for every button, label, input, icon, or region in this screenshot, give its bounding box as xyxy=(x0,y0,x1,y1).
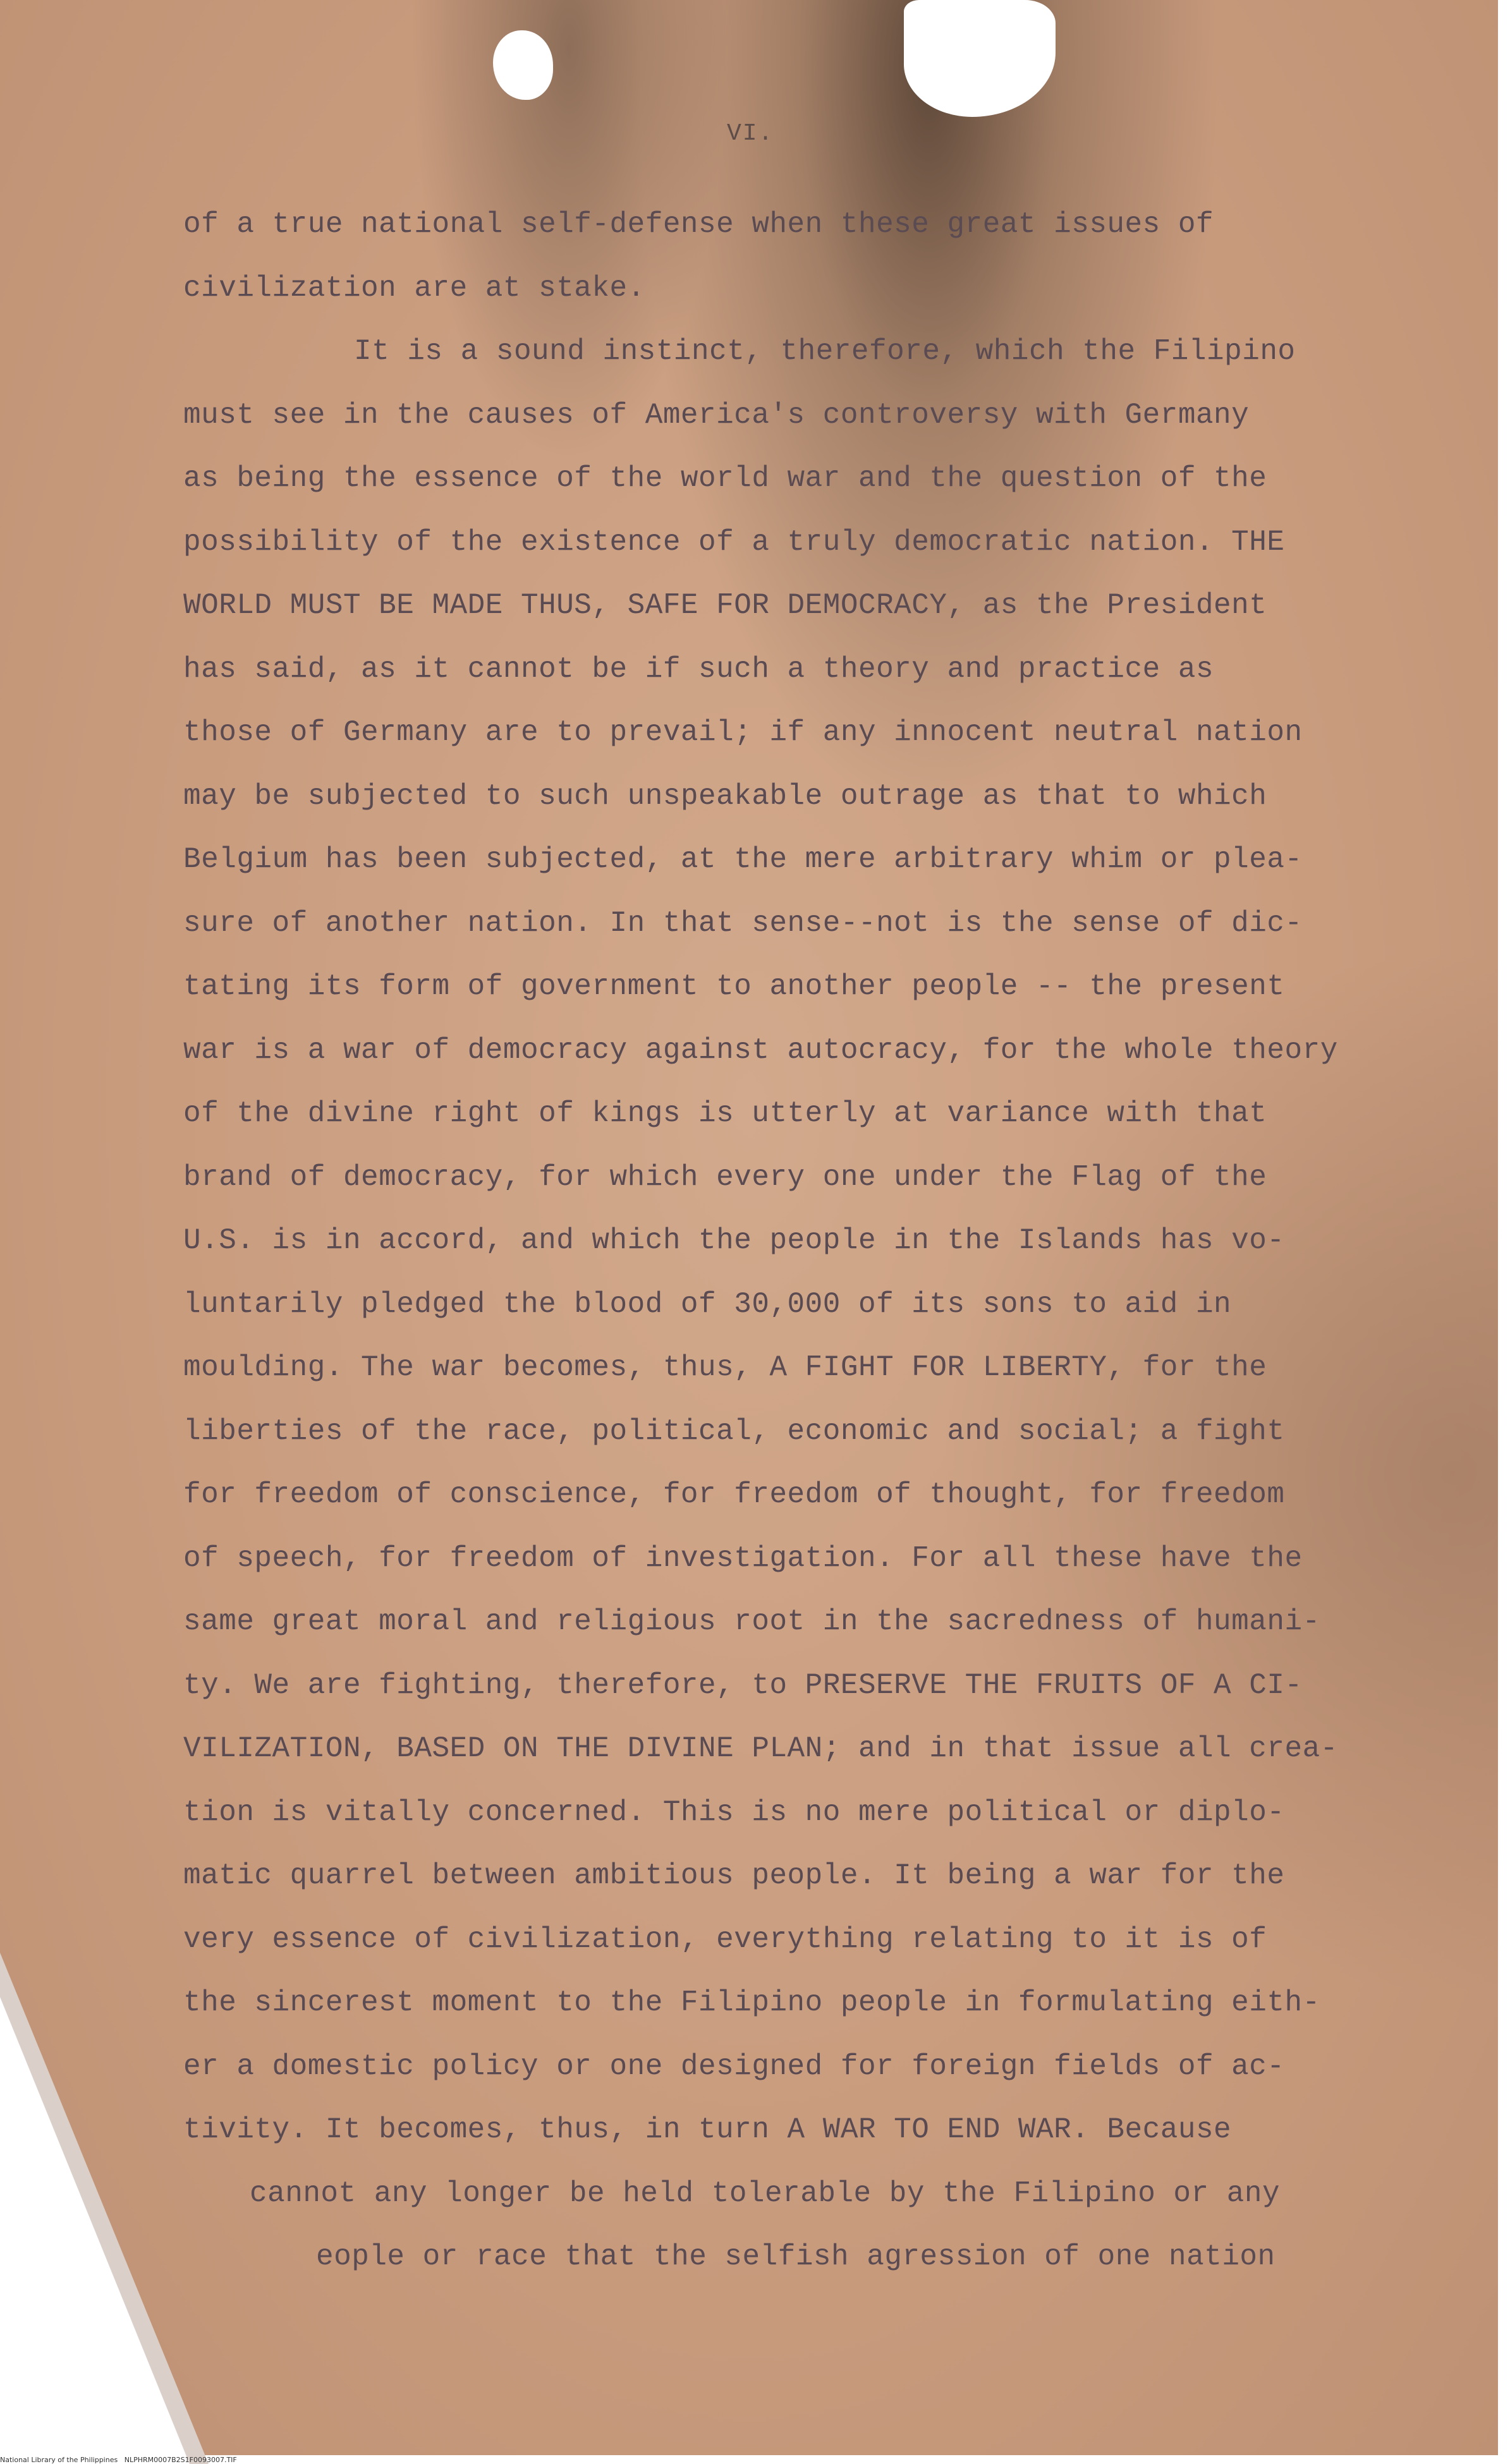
scan-footer xyxy=(0,2456,237,2464)
text-line: matic quarrel between ambitious people. It being a war for the xyxy=(183,1859,1285,1892)
text-line: eople or race that the selfish agression of one nation xyxy=(316,2240,1276,2273)
text-line: the sincerest moment to the Filipino people in formulating eith- xyxy=(183,1986,1320,2019)
text-line: of the divine right of kings is utterly at variance with that xyxy=(183,1097,1267,1130)
text-line: Belgium has been subjected, at the mere arbitrary whim or plea- xyxy=(183,843,1303,876)
text-line: tion is vitally concerned. This is no mere political or diplo- xyxy=(183,1795,1285,1829)
text-line: very essence of civilization, everything relating to it is of xyxy=(183,1922,1267,1956)
text-line: liberties of the race, political, economic and social; a fight xyxy=(183,1414,1285,1448)
text-line: It is a sound instinct, therefore, which the Filipino xyxy=(354,335,1296,368)
text-line: those of Germany are to prevail; if any innocent neutral nation xyxy=(183,716,1303,749)
text-line: luntarily pledged the blood of 30,000 of its sons to aid in xyxy=(183,1287,1232,1321)
text-line: sure of another nation. In that sense--not is the sense of dic- xyxy=(183,906,1303,940)
text-line: as being the essence of the world war and the question of the xyxy=(183,462,1267,495)
text-line: war is a war of democracy against autocracy, for the whole theory xyxy=(183,1033,1338,1067)
body-text xyxy=(183,193,1447,2289)
text-line: tating its form of government to another people -- the present xyxy=(183,970,1285,1003)
text-line: tivity. It becomes, thus, in turn A WAR TO END WAR. Because xyxy=(183,2113,1232,2146)
text-line: WORLD MUST BE MADE THUS, SAFE FOR DEMOCRACY, as the President xyxy=(183,589,1267,622)
text-line: civilization are at stake. xyxy=(183,271,645,305)
text-line: ty. We are fighting, therefore, to PRESERVE THE FRUITS OF A CI- xyxy=(183,1668,1303,1702)
text-line: moulding. The war becomes, thus, A FIGHT FOR LIBERTY, for the xyxy=(183,1351,1267,1384)
text-line: has said, as it cannot be if such a theory and practice as xyxy=(183,652,1214,686)
text-line: must see in the causes of America's controversy with Germany xyxy=(183,398,1250,432)
text-line: U.S. is in accord, and which the people in the Islands has vo- xyxy=(183,1224,1285,1257)
text-line: of a true national self-defense when these great issues of xyxy=(183,208,1214,241)
text-line: er a domestic policy or one designed for foreign fields of ac- xyxy=(183,2049,1285,2083)
text-line: of speech, for freedom of investigation. For all these have the xyxy=(183,1541,1303,1575)
text-line: possibility of the existence of a truly democratic nation. THE xyxy=(183,525,1285,559)
text-line: VILIZATION, BASED ON THE DIVINE PLAN; and in that issue all crea- xyxy=(183,1732,1338,1765)
library-name: National Library of the Philippines xyxy=(0,2456,118,2464)
text-line: same great moral and religious root in the sacredness of humani- xyxy=(183,1605,1320,1638)
text-line: brand of democracy, for which every one under the Flag of the xyxy=(183,1160,1267,1194)
text-line: for freedom of conscience, for freedom of thought, for freedom xyxy=(183,1478,1285,1511)
text-line: may be subjected to such unspeakable outrage as that to which xyxy=(183,779,1267,813)
file-id: NLPHRM0007B2S1F0093007.TIF xyxy=(124,2456,237,2464)
text-line: cannot any longer be held tolerable by the Filipino or any xyxy=(250,2176,1281,2210)
page-number: VI. xyxy=(727,120,774,147)
